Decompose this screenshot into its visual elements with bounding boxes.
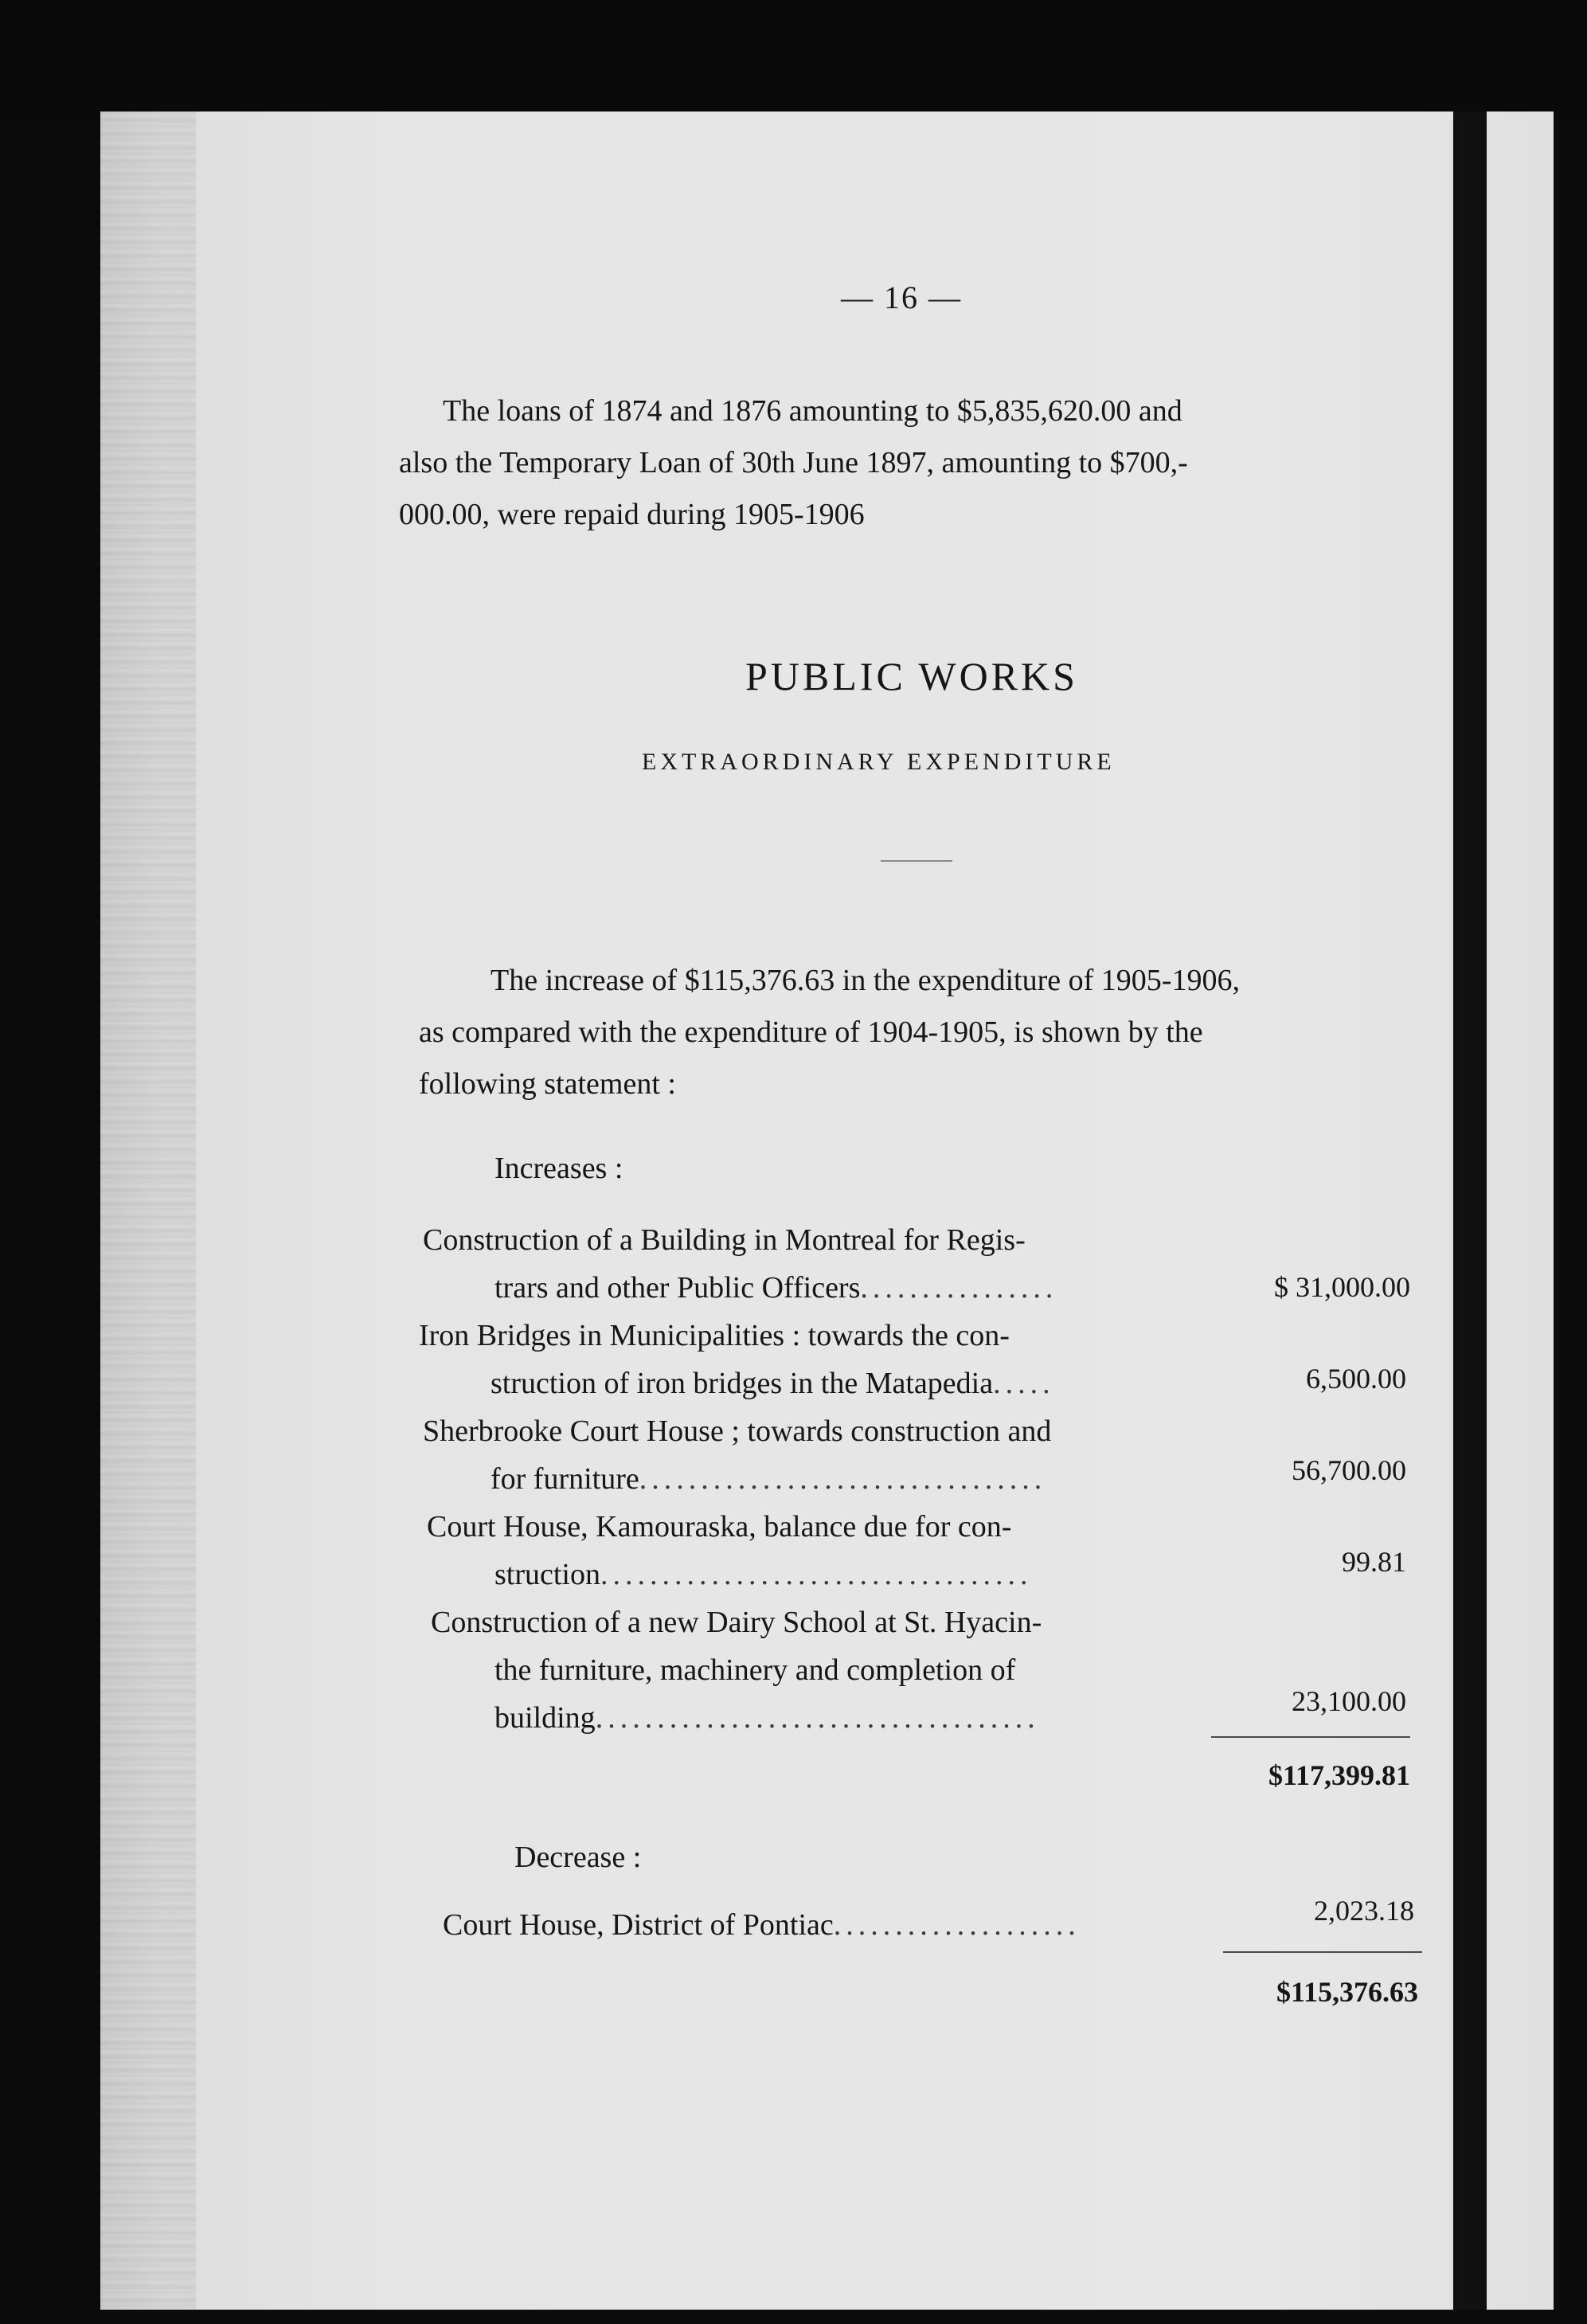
- increase-item-4-line-2: [494, 1557, 1032, 1592]
- increase-item-2-amount: 6,500.00: [1306, 1363, 1406, 1395]
- increase-item-4-line-1: Court House, Kamouraska, balance due for con-: [427, 1510, 1012, 1543]
- section-heading: PUBLIC WORKS: [745, 654, 1078, 698]
- intro-line-3: 000.00, were repaid during 1905-1906: [399, 498, 865, 531]
- increase-item-5-amount: 23,100.00: [1292, 1685, 1406, 1717]
- increase-item-3-line-1: Sherbrooke Court House ; towards construction and: [423, 1414, 1052, 1448]
- item-description: struction of iron bridges in the Matapedia: [491, 1367, 994, 1400]
- increase-item-2-line-2: [491, 1366, 1055, 1401]
- item-description: Court House, District of Pontiac: [443, 1908, 834, 1942]
- item-description: struction: [494, 1558, 600, 1591]
- page-number: — 16 —: [841, 280, 962, 315]
- intro-line-2: also the Temporary Loan of 30th June 1897, amounting to $700,-: [399, 446, 1188, 479]
- dot-leaders: ....................: [833, 1908, 1081, 1942]
- increase-item-3-line-2: [491, 1461, 1046, 1497]
- increases-label: Increases :: [494, 1152, 623, 1185]
- dot-leaders: ................: [860, 1271, 1058, 1305]
- decrease-item: [443, 1907, 1081, 1943]
- subtotal-rule: [1211, 1736, 1410, 1738]
- increase-item-2-line-1: Iron Bridges in Municipalities : towards the con-: [419, 1319, 1010, 1352]
- increase-item-4-amount: 99.81: [1342, 1546, 1406, 1578]
- increase-item-5-line-1: Construction of a new Dairy School at St. Hyacin-: [431, 1606, 1042, 1639]
- scan-top-border: [0, 0, 1587, 119]
- increase-item-3-amount: 56,700.00: [1292, 1454, 1406, 1486]
- binding-edge: [100, 112, 196, 2310]
- net-total: $115,376.63: [1276, 1976, 1418, 2008]
- increase-item-1-line-1: Construction of a Building in Montreal for Regis-: [423, 1223, 1026, 1257]
- dot-leaders: .................................: [639, 1462, 1047, 1496]
- net-total-rule: [1223, 1951, 1422, 1953]
- dot-leaders: ...................................: [600, 1558, 1033, 1591]
- item-description: trars and other Public Officers: [494, 1271, 861, 1305]
- increase-item-1-amount: $ 31,000.00: [1274, 1271, 1410, 1303]
- increase-item-1-line-2: [494, 1270, 1057, 1305]
- statement-line-2: as compared with the expenditure of 1904-1905, is shown by the: [419, 1015, 1203, 1049]
- scan-right-border: [1453, 112, 1487, 2310]
- intro-line-1: The loans of 1874 and 1876 amounting to $5,835,620.00 and: [443, 394, 1182, 428]
- decrease-label: Decrease :: [514, 1841, 642, 1874]
- increases-total: $117,399.81: [1268, 1759, 1410, 1791]
- divider-rule: [881, 860, 952, 862]
- item-description: building: [494, 1701, 596, 1735]
- increase-item-5-line-3: [494, 1700, 1040, 1735]
- section-subheading: EXTRAORDINARY EXPENDITURE: [642, 749, 1116, 775]
- statement-line-3: following statement :: [419, 1067, 676, 1101]
- decrease-amount: 2,023.18: [1314, 1895, 1414, 1927]
- increase-item-5-line-2: the furniture, machinery and completion of: [494, 1653, 1016, 1687]
- dot-leaders: ....................................: [595, 1701, 1040, 1735]
- dot-leaders: .....: [993, 1367, 1055, 1400]
- item-description: for furniture: [491, 1462, 639, 1496]
- document-page: [100, 112, 1554, 2310]
- statement-line-1: The increase of $115,376.63 in the expenditure of 1905-1906,: [491, 964, 1240, 997]
